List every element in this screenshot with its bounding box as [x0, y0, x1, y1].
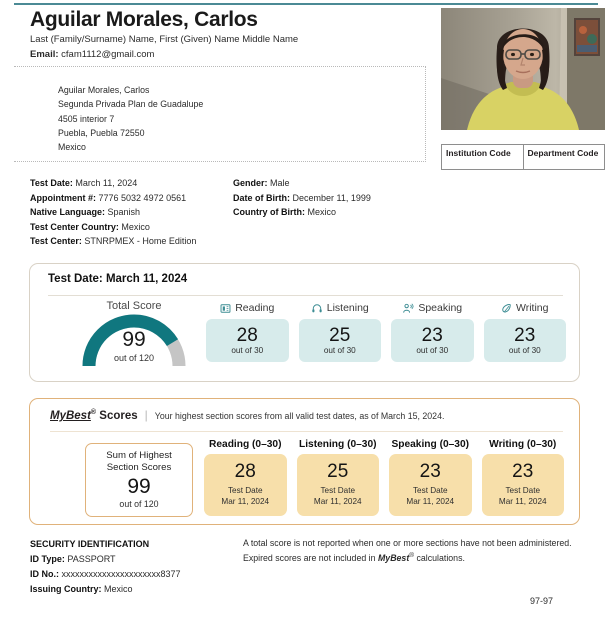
detail-left	[30, 234, 196, 249]
score-card-title: Test Date: March 11, 2024	[48, 273, 188, 285]
disclaimer-registered-mark: ®	[409, 551, 415, 559]
section-score-value: 25	[329, 324, 351, 346]
mybest-score-box	[389, 454, 472, 516]
mybest-divider-pipe: |	[144, 408, 148, 422]
gender-value: Male	[270, 178, 290, 188]
dob-label: Date of Birth:	[233, 192, 290, 203]
sum-value: 99	[127, 474, 151, 498]
section-scores	[206, 300, 566, 362]
appointment-label: Appointment #:	[30, 192, 96, 203]
table-row	[442, 145, 605, 170]
section-score-box	[299, 319, 382, 362]
section-score-value: 28	[236, 324, 258, 346]
id-number-row	[30, 567, 181, 582]
section-speaking	[391, 300, 474, 362]
test-date-value: March 11, 2024	[75, 178, 138, 188]
section-reading	[206, 300, 289, 362]
mybest-test-date: Mar 11, 2024	[221, 497, 270, 507]
score-card-divider	[48, 295, 563, 296]
mybest-header	[50, 408, 444, 422]
native-language-label: Native Language:	[30, 207, 106, 218]
mybest-speaking	[389, 439, 472, 516]
institution-department-code-table	[441, 144, 605, 170]
detail-left	[30, 205, 140, 220]
section-heading	[299, 300, 382, 316]
mybest-title-rest: Scores	[99, 410, 138, 422]
id-number-value: xxxxxxxxxxxxxxxxxxxxxx8377	[61, 568, 181, 579]
issuing-country-row	[30, 582, 181, 597]
mybest-score-value: 28	[234, 461, 256, 483]
gender-label: Gender:	[233, 178, 268, 188]
mybest-section-scores	[204, 439, 564, 516]
department-code-header: Department Code	[523, 145, 605, 170]
test-date-score-card	[29, 263, 580, 382]
report-header	[30, 8, 420, 61]
section-label: Writing	[516, 302, 549, 314]
country-of-birth-value: Mexico	[307, 207, 337, 218]
writing-icon	[501, 303, 512, 314]
section-heading	[391, 300, 474, 316]
id-type-label: ID Type:	[30, 553, 65, 564]
mybest-section-heading: Reading (0–30)	[209, 439, 282, 450]
institution-code-header: Institution Code	[442, 145, 524, 170]
disclaimer-brand: MyBest	[377, 552, 410, 563]
detail-left	[30, 220, 150, 235]
total-score-label: Total Score	[106, 300, 162, 312]
mybest-reading	[204, 439, 287, 516]
mybest-registered-mark: ®	[90, 409, 97, 417]
total-score-outof: out of 120	[113, 353, 155, 363]
detail-row	[30, 191, 450, 206]
mybest-score-value: 23	[419, 461, 441, 483]
disclaimer-text-after: calculations.	[414, 552, 465, 563]
id-number-label: ID No.:	[30, 568, 59, 579]
mybest-section-heading: Writing (0–30)	[489, 439, 557, 450]
mybest-subtitle: Your highest section scores from all valid test dates, as of March 15, 2024.	[154, 411, 445, 421]
test-details	[30, 176, 450, 249]
mybest-listening	[297, 439, 380, 516]
mybest-test-date-label: Test Date	[412, 486, 448, 496]
section-score-box	[484, 319, 567, 362]
issuing-country-value: Mexico	[104, 583, 133, 594]
country-of-birth-label: Country of Birth:	[233, 207, 305, 218]
security-title: SECURITY IDENTIFICATION	[30, 539, 150, 549]
total-score-value: 99	[122, 328, 146, 351]
mybest-score-box	[204, 454, 287, 516]
mybest-test-date-label: Test Date	[227, 486, 263, 496]
test-center-value: STNRPMEX - Home Edition	[84, 236, 197, 247]
detail-left	[30, 191, 186, 206]
section-score-box	[391, 319, 474, 362]
section-score-value: 23	[514, 324, 536, 346]
score-disclaimer	[243, 537, 598, 565]
mybest-score-box	[482, 454, 565, 516]
sum-label-line1: Sum of Highest	[106, 450, 172, 461]
detail-row	[30, 220, 450, 235]
sum-label-line2: Section Scores	[106, 462, 172, 474]
address-line: Mexico	[58, 142, 86, 152]
mybest-title	[50, 409, 138, 422]
speaking-icon	[402, 303, 414, 314]
section-score-outof: out of 30	[508, 346, 541, 356]
security-identification	[30, 537, 181, 596]
sum-of-highest-box	[85, 443, 193, 517]
address-line: Aguilar Morales, Carlos	[58, 85, 150, 95]
mailing-address	[58, 83, 203, 154]
email-row	[30, 48, 420, 61]
mybest-test-date: Mar 11, 2024	[406, 497, 455, 507]
section-writing	[484, 300, 567, 362]
section-score-value: 23	[421, 324, 443, 346]
section-score-outof: out of 30	[416, 346, 449, 356]
detail-right	[233, 205, 336, 220]
mybest-section-heading: Speaking (0–30)	[391, 439, 470, 450]
section-listening	[299, 300, 382, 362]
total-score-gauge	[79, 313, 189, 368]
detail-right	[233, 191, 371, 206]
section-score-outof: out of 30	[231, 346, 264, 356]
section-heading	[484, 300, 567, 316]
mybest-test-date-label: Test Date	[505, 486, 541, 496]
section-label: Speaking	[418, 302, 463, 314]
mybest-test-date: Mar 11, 2024	[313, 497, 362, 507]
address-line: 4505 interior 7	[58, 113, 115, 124]
test-center-country-label: Test Center Country:	[30, 221, 119, 232]
id-type-value: PASSPORT	[67, 553, 116, 564]
test-date-label: Test Date:	[30, 178, 73, 188]
mybest-brand: MyBest	[50, 410, 91, 422]
name-format-legend: Last (Family/Surname) Name, First (Given) Name Middle Name	[30, 34, 299, 46]
native-language-value: Spanish	[107, 207, 141, 218]
test-taker-photo	[441, 8, 605, 130]
detail-right	[233, 176, 290, 191]
mybest-divider	[50, 431, 563, 432]
detail-row	[30, 205, 450, 220]
mybest-score-value: 23	[512, 461, 534, 483]
sum-outof: out of 120	[119, 498, 159, 509]
section-score-outof: out of 30	[323, 346, 356, 356]
test-center-label: Test Center:	[30, 236, 82, 247]
detail-left	[30, 176, 137, 191]
email-value: cfam1112@gmail.com	[61, 48, 155, 60]
issuing-country-label: Issuing Country:	[30, 583, 102, 594]
detail-row	[30, 176, 450, 191]
address-line: Segunda Privada Plan de Guadalupe	[58, 99, 204, 110]
page-number: 97-97	[530, 596, 554, 606]
reading-icon	[220, 303, 231, 314]
detail-row	[30, 234, 450, 249]
page-title: Aguilar Morales, Carlos	[30, 8, 258, 31]
total-score-block	[74, 300, 194, 368]
mybest-test-date-label: Test Date	[320, 486, 356, 496]
top-divider-rule	[14, 3, 598, 5]
mybest-score-box	[297, 454, 380, 516]
mybest-writing	[482, 439, 565, 516]
mybest-scores-card	[29, 398, 580, 525]
mybest-score-value: 25	[327, 461, 349, 483]
dob-value: December 11, 1999	[292, 192, 371, 203]
section-label: Listening	[326, 302, 369, 314]
appointment-value: 7776 5032 4972 0561	[98, 192, 187, 203]
section-label: Reading	[235, 302, 275, 314]
id-type-row	[30, 552, 181, 567]
section-heading	[206, 300, 289, 316]
mybest-section-heading: Listening (0–30)	[298, 439, 377, 450]
address-line: Puebla, Puebla 72550	[58, 127, 145, 138]
disclaimer-text-before: A total score is not reported when one or more sections have not been administered. Expired scores are not included in	[243, 538, 572, 563]
section-score-box	[206, 319, 289, 362]
email-label: Email:	[30, 48, 59, 60]
listening-icon	[311, 303, 323, 314]
photo-image	[441, 8, 605, 130]
test-center-country-value: Mexico	[121, 221, 150, 232]
mybest-test-date: Mar 11, 2024	[498, 497, 547, 507]
